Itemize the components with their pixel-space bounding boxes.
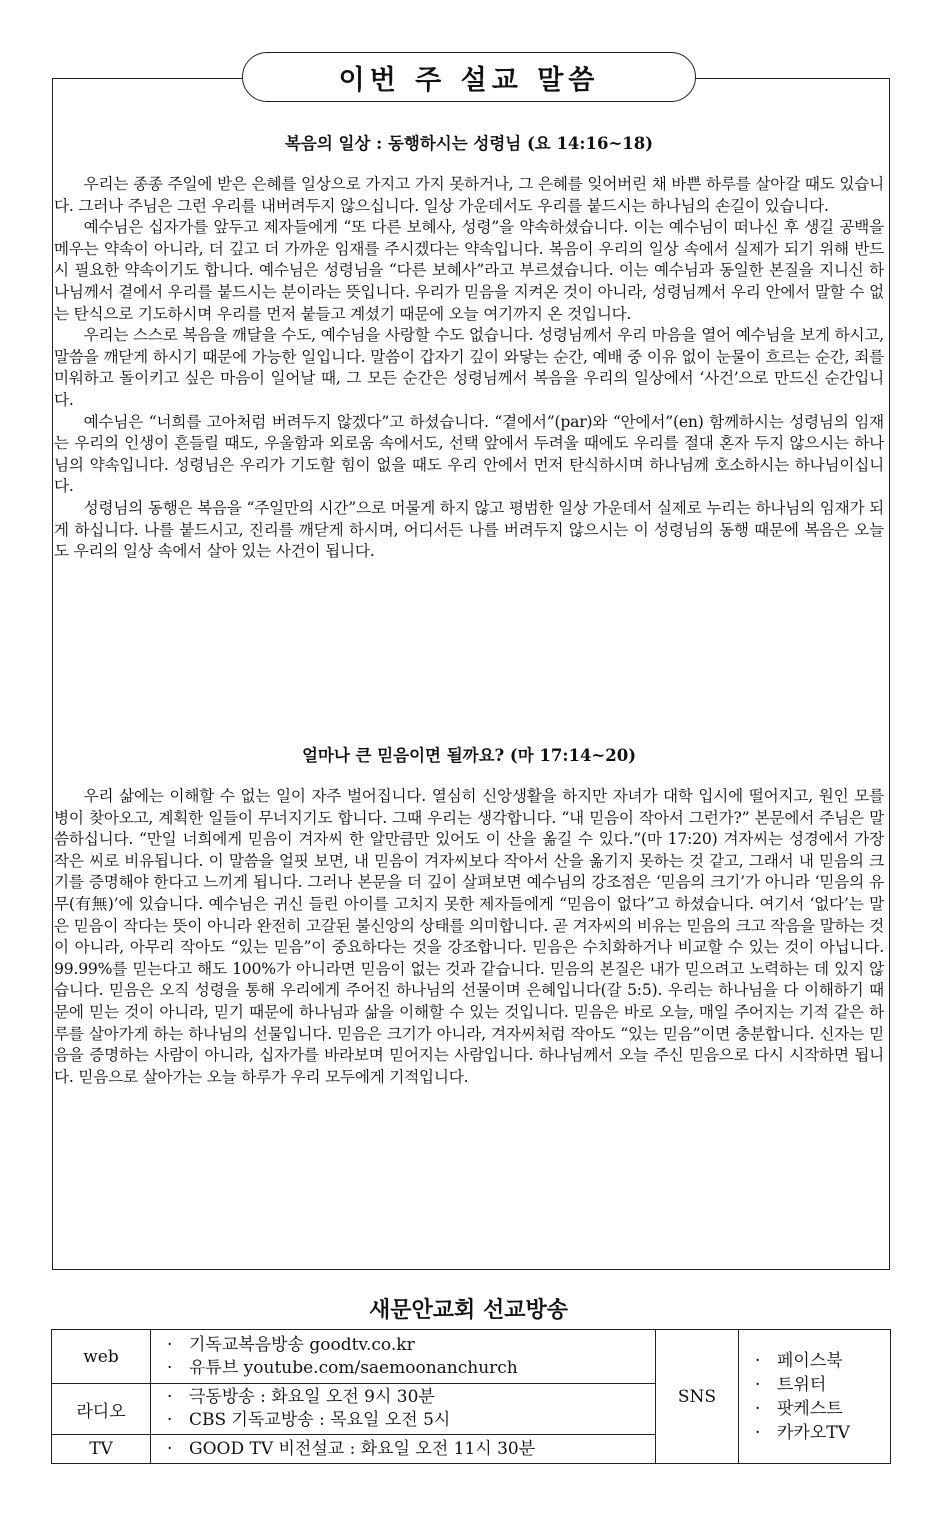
bullet: · [167, 1410, 173, 1430]
bullet: · [755, 1374, 761, 1395]
sermon-1-body [54, 174, 884, 563]
list-item: · CBS 기독교방송 : 목요일 오전 5시 [167, 1410, 451, 1430]
list-item: · GOOD TV 비전설교 : 화요일 오전 11시 30분 [167, 1438, 536, 1459]
row-label-web: web [52, 1330, 151, 1384]
broadcast-title: 새문안교회 선교방송 [369, 1297, 568, 1323]
sermon-1-paragraph: 우리는 종종 주일에 받은 은혜를 일상으로 가지고 가지 못하거나, 그 은혜를 잊어버린 채 바쁜 하루를 살아갈 때도 있습니다. 그러나 주님은 그런 우리를 내버려두지 않으십니다. 일상 가운데서도 우리를 붙드시는 하나님의 손길이 있습니다. [54, 175, 884, 215]
broadcast-table [51, 1329, 891, 1464]
sermon-1-paragraph: 예수님은 십자가를 앞두고 제자들에게 “또 다른 보혜사, 성령”을 약속하셨습니다. 이는 예수님이 떠나신 후 생길 공백을 메우는 약속이 아니라, 더 깊고 더 가까운 임재를 주시겠다는 약속입니다. 복음이 우리의 일상 속에서 실제가 되기 위해 반드시 필요한 약속이기도 합니다. 예수님은 성령님을 “다른 보혜사”라고 부르셨습니다. 이는 예수님과 동일한 본질을 지니신 하나님께서 곁에서 우리를 붙드시는 분이라는 뜻입니다. 우리가 믿음을 지켜온 것이 아니라, 성령님께서 우리 안에서 말할 수 없는 탄식으로 기도하시며 우리를 먼저 붙들고 계셨기 때문에 오늘 여기까지 온 것입니다. [54, 218, 884, 323]
sermon-2-title: 얼마나 큰 믿음이면 될까요? (마 17:14~20) [301, 746, 637, 765]
sns-item[interactable]: · 카카오TV [755, 1422, 850, 1443]
sermon-1-paragraph: 성령님의 동행은 복음을 “주일만의 시간”으로 머물게 하지 않고 평범한 일상 가운데서 실제로 누리는 하나님의 임재가 되게 하십니다. 나를 붙드시고, 진리를 깨닫게 하시며, 어디서든 나를 버려두지 않으시는 이 성령님의 동행 때문에 복음은 오늘도 우리의 일상 속에서 살아 있는 사건이 됩니다. [54, 498, 884, 561]
row-items-tv [151, 1435, 656, 1464]
bullet: · [167, 1334, 173, 1355]
sns-item[interactable]: · 팟케스트 [755, 1398, 843, 1419]
sermon-1-paragraph: 예수님은 “너희를 고아처럼 버려두지 않겠다”고 하셨습니다. “곁에서”(par)와 “안에서”(en) 함께하시는 성령님의 임재는 우리의 인생이 흔들릴 때도, 우울함과 외로움 속에서도, 선택 앞에서 두려울 때에도 우리를 절대 혼자 두지 않으시는 하나님의 약속입니다. 성령님은 우리가 기도할 힘이 없을 때도 우리 안에서 먼저 탄식하시며 하나님께 호소하시는 하나님이십니다. [54, 412, 884, 496]
bullet: · [755, 1422, 761, 1443]
sns-item[interactable]: · 페이스북 [755, 1350, 843, 1371]
row-label-tv: TV [52, 1435, 151, 1464]
sermon-1-paragraph: 우리는 스스로 복음을 깨달을 수도, 예수님을 사랑할 수도 없습니다. 성령님께서 우리 마음을 열어 예수님을 보게 하시고, 말씀을 깨닫게 하시기 때문에 가능한 일입니다. 말씀이 갑자기 깊이 와닿는 순간, 예배 중 이유 없이 눈물이 흐르는 순간, 죄를 미워하고 돌이키고 싶은 마음이 일어날 때, 그 모든 순간은 성령님께서 복음을 우리의 일상에서 ‘사건’으로 만드신 순간입니다. [54, 326, 884, 409]
list-item[interactable]: · 기독교복음방송 goodtv.co.kr [167, 1334, 415, 1355]
sermon-2 [54, 742, 884, 1088]
sermon-2-paragraph: 우리 삶에는 이해할 수 없는 일이 자주 벌어집니다. 열심히 신앙생활을 하지만 자녀가 대학 입시에 떨어지고, 원인 모를 병이 찾아오고, 계획한 일들이 무너지기도 합니다. 그때 우리는 생각합니다. “내 믿음이 작아서 그런가?” 본문에서 주님은 말씀하십니다. “만일 너희에게 믿음이 겨자씨 한 알만큼만 있어도 이 산을 옮길 수 있다.”(마 17:20) 겨자씨는 성경에서 가장 작은 씨로 비유됩니다. 이 말씀을 얼핏 보면, 내 믿음이 겨자씨보다 작아서 산을 옮기지 못하는 것 같고, 그래서 내 믿음의 크기를 증명해야 한다고 느끼게 됩니다. 그러나 본문을 더 깊이 살펴보면 예수님의 강조점은 ‘믿음의 크기’가 아니라 ‘믿음의 유무(有無)’에 있습니다. 예수님은 귀신 들린 아이를 고치지 못한 제자들에게 “믿음이 없다”고 하셨습니다. 여기서 ‘없다’는 말은 믿음이 작다는 뜻이 아니라 완전히 고갈된 불신앙의 상태를 의미합니다. 곧 겨자씨의 비유는 믿음의 크고 작음을 말하는 것이 아니라, 아무리 작아도 “있는 믿음”이 중요하다는 것을 강조합니다. 믿음은 수치화하거나 비교할 수 있는 것이 아닙니다. 99.99%를 믿는다고 해도 100%가 아니라면 믿음이 없는 것과 같습니다. 믿음의 본질은 내가 믿으려고 노력하는 데 있지 않습니다. 믿음은 오직 성령을 통해 우리에게 주어진 하나님의 선물이며 은혜입니다(갈 5:5). 우리는 하나님을 다 이해하기 때문에 믿는 것이 아니라, 믿기 때문에 하나님과 삶을 이해할 수 있는 것입니다. 믿음은 바로 오늘, 매일 주어지는 기적 같은 하루를 살아가게 하는 하나님의 선물입니다. 믿음은 크기가 아니라, 겨자씨처럼 작아도 “있는 믿음”이면 충분합니다. 신자는 믿음을 증명하는 사람이 아니라, 십자가를 바라보며 믿어지는 사람입니다. 하나님께서 오늘 주신 믿음으로 다시 시작하면 됩니다. 믿음으로 살아가는 오늘 하루가 우리 모두에게 기적입니다. [54, 787, 884, 1086]
sermon-2-body [54, 786, 884, 1088]
row-label-radio: 라디오 [52, 1384, 151, 1435]
sermon-1 [54, 130, 884, 563]
sns-label: SNS [656, 1330, 739, 1464]
row-items-web [151, 1330, 656, 1384]
broadcast-row-web [52, 1330, 891, 1384]
bullet: · [167, 1387, 173, 1407]
sns-item[interactable]: · 트위터 [755, 1374, 827, 1395]
bullet: · [755, 1398, 761, 1419]
bullet: · [755, 1350, 761, 1371]
sns-items [739, 1330, 891, 1464]
page-title-tab [242, 52, 696, 102]
sermon-1-title: 복음의 일상 : 동행하시는 성령님 (요 14:16~18) [284, 134, 654, 153]
bullet: · [167, 1438, 173, 1459]
row-items-radio [151, 1384, 656, 1435]
list-item: · 극동방송 : 화요일 오전 9시 30분 [167, 1387, 435, 1407]
list-item[interactable]: · 유튜브 youtube.com/saemoonanchurch [167, 1357, 518, 1378]
page-title: 이번 주 설교 말씀 [338, 64, 600, 96]
bullet: · [167, 1357, 173, 1378]
